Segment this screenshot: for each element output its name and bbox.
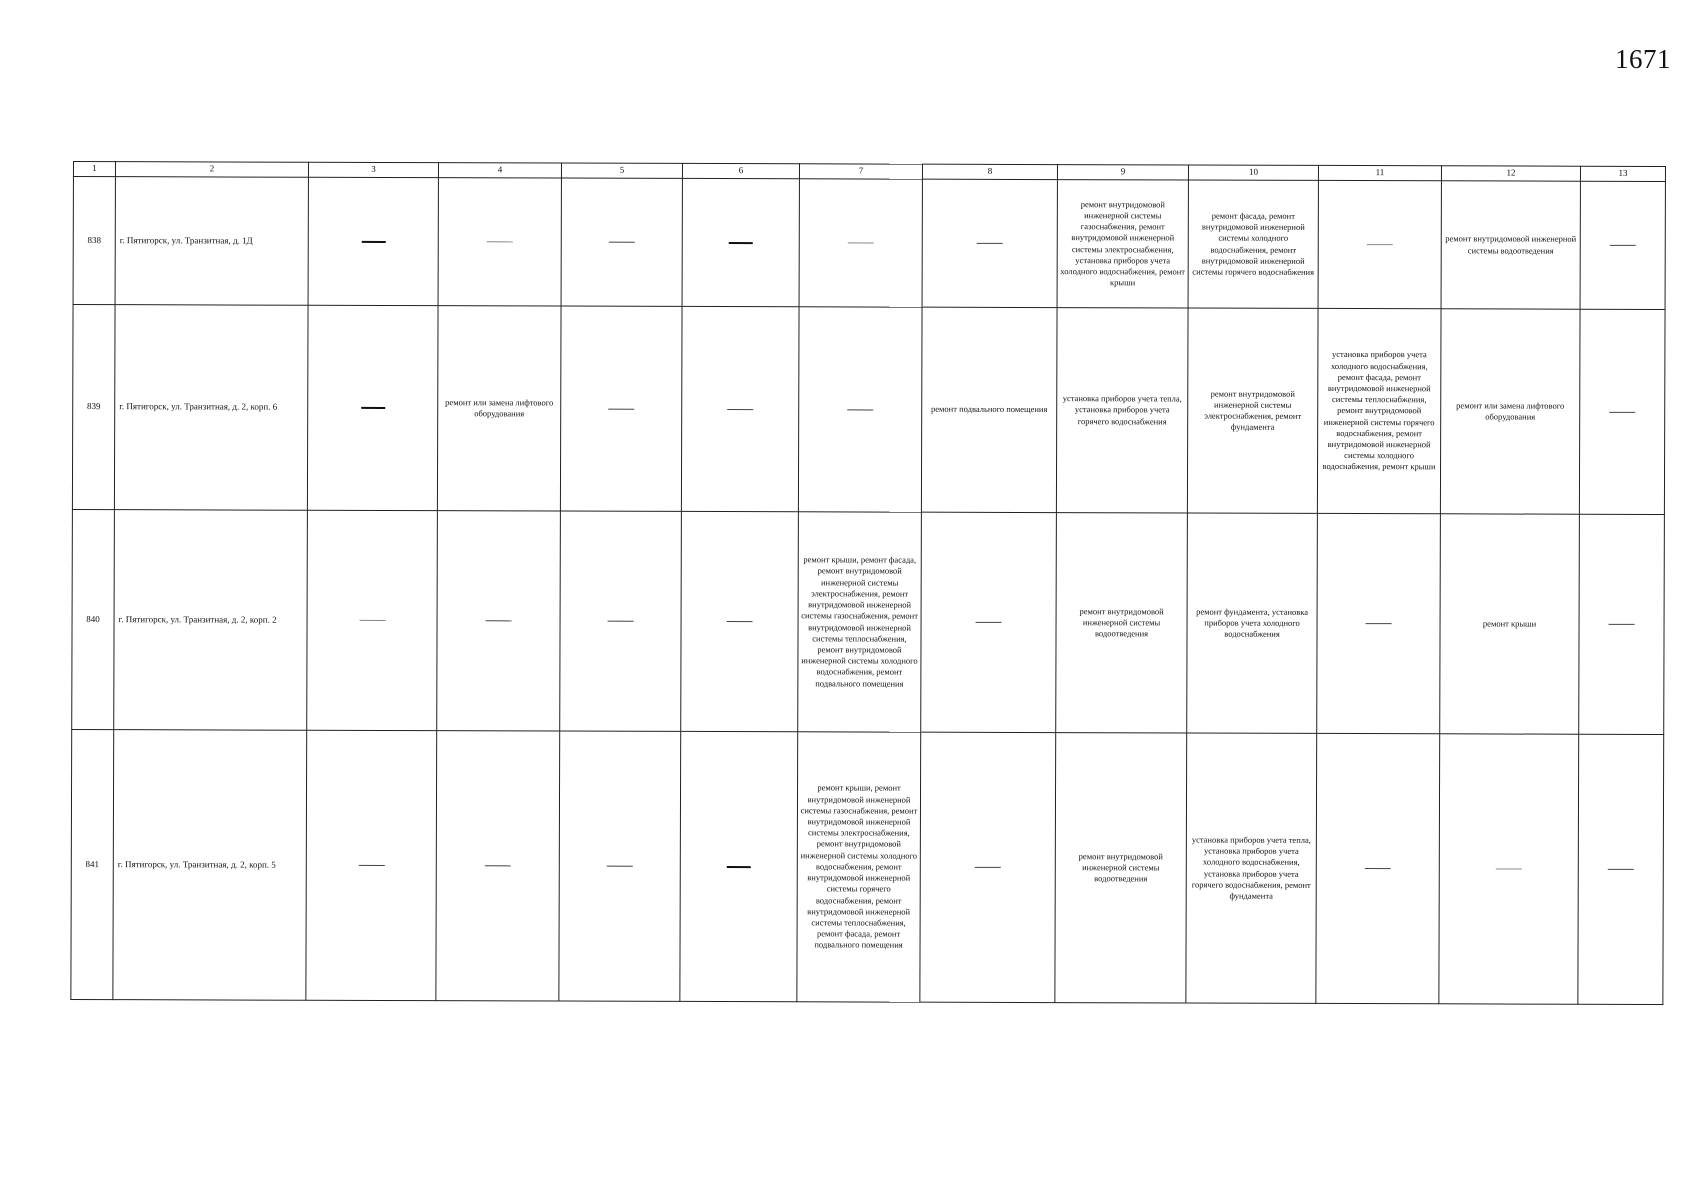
table-cell: [307, 510, 438, 730]
column-header: 11: [1318, 165, 1441, 180]
column-header: 6: [682, 163, 799, 178]
table-row: [72, 509, 1665, 734]
empty-dash: [609, 242, 635, 243]
empty-dash: [976, 622, 1002, 623]
table-cell: [680, 731, 798, 1001]
empty-dash: [727, 866, 751, 868]
empty-dash: [485, 865, 511, 866]
column-header: 4: [438, 163, 561, 178]
empty-dash: [608, 621, 634, 622]
table-row: [71, 729, 1664, 1004]
empty-dash: [1609, 624, 1635, 625]
table-cell: [682, 178, 799, 306]
table-cell: [437, 511, 561, 731]
column-header: 3: [308, 162, 438, 177]
table-cell: [560, 511, 682, 731]
empty-dash: [1609, 411, 1635, 412]
table-cell: [798, 307, 922, 512]
address-cell: г. Пятигорск, ул. Транзитная, д. 1Д: [115, 177, 308, 306]
table-cell: [920, 732, 1056, 1002]
empty-dash: [1366, 623, 1392, 624]
column-header: 9: [1057, 165, 1188, 180]
work-cell: установка приборов учета холодного водоснабжения, ремонт фасада, ремонт внутридомовой инженерной системы теплоснабжения, ремонт внутридомовой инженерной системы горячего водоснабжения, ремонт внутридомовой инженерной системы холодного водоснабжения, ремонт крыши: [1317, 308, 1441, 513]
table-cell: [921, 512, 1057, 732]
work-cell: установка приборов учета тепла, установка приборов учета горячего водоснабжения: [1056, 308, 1188, 513]
table-cell: [307, 305, 438, 510]
empty-dash: [608, 408, 634, 409]
table-cell: [306, 730, 437, 1000]
empty-dash: [727, 409, 753, 410]
work-cell: ремонт крыши, ремонт внутридомовой инженерной системы газоснабжения, ремонт внутридомовой инженерной системы электроснабжения, ремонт внутридомовой инженерной системы холодного водоснабжения, ремонт внутридомовой инженерной системы горячего водоснабжения, ремонт внутридомовой инженерной системы теплоснабжения, ремонт фасада, ремонт подвального помещения: [797, 732, 921, 1002]
work-cell: установка приборов учета тепла, установка приборов учета холодного водоснабжения, установка приборов учета горячего водоснабжения, ремонт фундамента: [1186, 733, 1317, 1003]
column-header: 8: [922, 164, 1057, 179]
empty-dash: [848, 243, 874, 244]
table-cell: [1578, 734, 1664, 1004]
table-cell: [559, 731, 681, 1001]
table-cell: [1439, 734, 1579, 1004]
table-cell: [922, 179, 1057, 307]
work-cell: ремонт внутридомовой инженерной системы водоотведения: [1055, 733, 1187, 1003]
address-cell: г. Пятигорск, ул. Транзитная, д. 2, корп. 5: [113, 730, 307, 1001]
table-cell: [1580, 181, 1665, 309]
table-cell: [1316, 733, 1440, 1003]
row-number: 840: [72, 509, 115, 729]
column-header: 7: [799, 164, 922, 179]
repair-schedule-table: [70, 161, 1666, 1005]
address-cell: г. Пятигорск, ул. Транзитная, д. 2, корп. 6: [114, 305, 308, 511]
work-cell: ремонт или замена лифтового оборудования: [437, 306, 561, 511]
table-cell: [681, 511, 799, 731]
empty-dash: [847, 409, 873, 410]
work-cell: ремонт внутридомовой инженерной системы электроснабжения, ремонт фундамента: [1187, 308, 1318, 513]
table-cell: [799, 179, 922, 307]
table-cell: [561, 178, 682, 306]
empty-dash: [1610, 245, 1636, 246]
table-row: [73, 177, 1665, 310]
empty-dash: [1608, 869, 1634, 870]
work-cell: ремонт фундамента, установка приборов учета холодного водоснабжения: [1187, 513, 1318, 733]
table-cell: [1579, 309, 1665, 514]
work-cell: ремонт фасада, ремонт внутридомовой инженерной системы холодного водоснабжения, ремонт внутридомовой инженерной системы горячего водоснабжения: [1188, 180, 1318, 308]
empty-dash: [361, 240, 385, 242]
column-header: 10: [1188, 165, 1318, 180]
work-cell: ремонт внутридомовой инженерной системы водоотведения: [1441, 181, 1580, 309]
empty-dash: [975, 867, 1001, 868]
column-header: 5: [561, 163, 682, 178]
empty-dash: [359, 620, 385, 621]
empty-dash: [1365, 868, 1391, 869]
table-cell: [1318, 180, 1441, 308]
work-cell: ремонт внутридомовой инженерной системы водоотведения: [1056, 513, 1188, 733]
table-cell: [560, 306, 682, 511]
table-row: [72, 305, 1665, 515]
table-cell: [308, 177, 438, 305]
row-number: 839: [72, 305, 115, 510]
table-cell: [436, 731, 560, 1001]
row-number: 841: [71, 729, 114, 999]
empty-dash: [607, 866, 633, 867]
table-cell: [438, 178, 561, 306]
empty-dash: [486, 620, 512, 621]
work-cell: ремонт внутридомовой инженерной системы газоснабжения, ремонт внутридомовой инженерной системы электроснабжения, установка приборов учета холодного водоснабжения, ремонт крыши: [1057, 180, 1188, 308]
empty-dash: [977, 243, 1003, 244]
work-cell: ремонт крыши, ремонт фасада, ремонт внутридомовой инженерной системы электроснабжения, ремонт внутридомовой инженерной системы газоснабжения, ремонт внутридомовой инженерной системы теплоснабжения, ремонт внутридомовой инженерной системы холодного водоснабжения, ремонт подвального помещения: [798, 512, 922, 732]
table-cell: [1579, 514, 1665, 734]
empty-dash: [1496, 869, 1522, 870]
work-cell: ремонт подвального помещения: [921, 307, 1057, 512]
column-header: 1: [73, 162, 115, 177]
empty-dash: [727, 621, 753, 622]
work-cell: ремонт крыши: [1440, 514, 1580, 734]
column-header: 12: [1441, 166, 1580, 181]
page-number: 1671: [1615, 44, 1671, 74]
empty-dash: [361, 407, 385, 409]
table-cell: [1317, 513, 1441, 733]
column-header: 2: [115, 162, 308, 178]
column-header: 13: [1580, 166, 1665, 181]
empty-dash: [1367, 244, 1393, 245]
row-number: 838: [73, 177, 115, 305]
work-cell: ремонт или замена лифтового оборудования: [1440, 309, 1580, 514]
address-cell: г. Пятигорск, ул. Транзитная, д. 2, корп. 2: [114, 510, 308, 731]
table-cell: [681, 306, 799, 511]
empty-dash: [729, 242, 753, 244]
empty-dash: [487, 241, 513, 242]
empty-dash: [358, 865, 384, 866]
